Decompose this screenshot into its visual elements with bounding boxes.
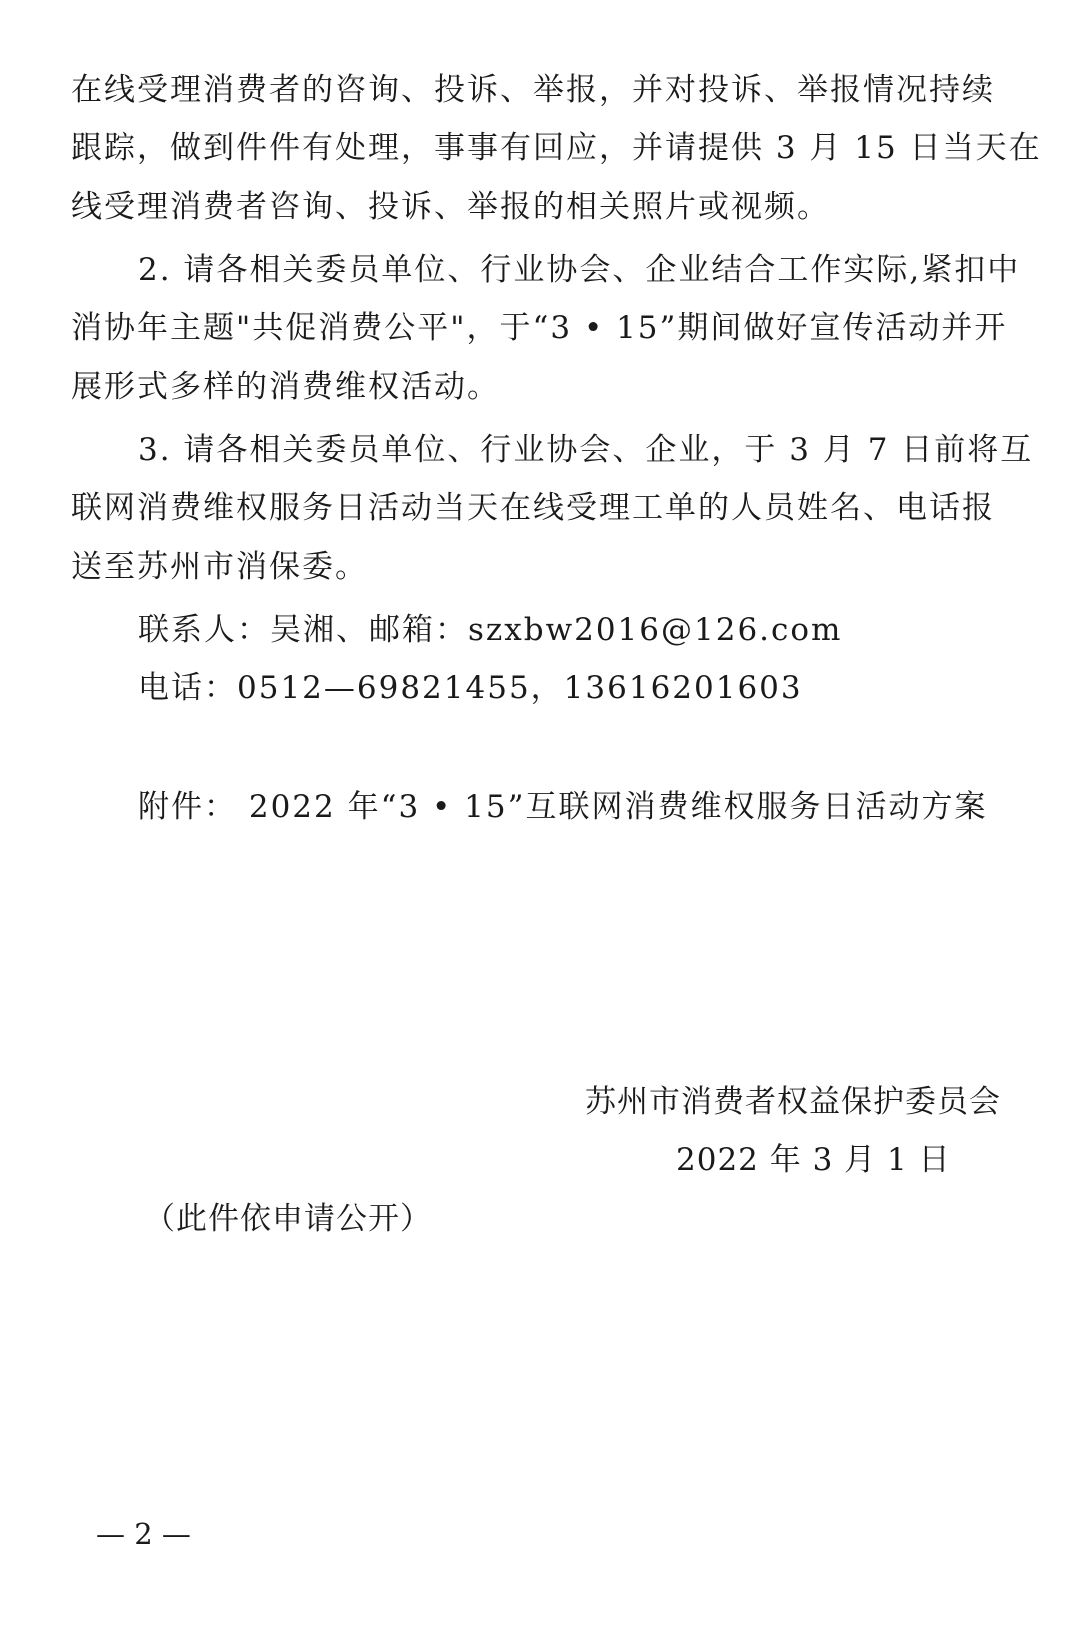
page-number: — 2 — bbox=[96, 1517, 191, 1551]
body-line-6: 展形式多样的消费维权活动。 bbox=[71, 369, 500, 405]
signature-date: 2022 年 3 月 1 日 bbox=[676, 1142, 951, 1178]
body-line-9: 送至苏州市消保委。 bbox=[71, 549, 368, 585]
signature-organization: 苏州市消费者权益保护委员会 bbox=[585, 1084, 1001, 1120]
body-line-3: 线受理消费者咨询、投诉、举报的相关照片或视频。 bbox=[71, 189, 830, 225]
body-line-7: 3. 请各相关委员单位、行业协会、企业，于 3 月 7 日前将互 bbox=[138, 432, 1034, 468]
body-line-1: 在线受理消费者的咨询、投诉、举报，并对投诉、举报情况持续 bbox=[71, 72, 995, 108]
body-line-2: 跟踪，做到件件有处理，事事有回应，并请提供 3 月 15 日当天在 bbox=[71, 130, 1042, 166]
body-line-4: 2. 请各相关委员单位、行业协会、企业结合工作实际,紧扣中 bbox=[138, 252, 1021, 288]
contact-line: 联系人：吴湘、邮箱：szxbw2016@126.com bbox=[138, 612, 843, 648]
disclosure-note: （此件依申请公开） bbox=[144, 1201, 432, 1237]
body-line-5: 消协年主题"共促消费公平"，于“3 • 15”期间做好宣传活动并开 bbox=[71, 310, 1008, 346]
phone-line: 电话：0512—69821455，13616201603 bbox=[138, 670, 803, 706]
body-line-8: 联网消费维权服务日活动当天在线受理工单的人员姓名、电话报 bbox=[71, 490, 995, 526]
attachment-line: 附件： 2022 年“3 • 15”互联网消费维权服务日活动方案 bbox=[138, 789, 988, 825]
